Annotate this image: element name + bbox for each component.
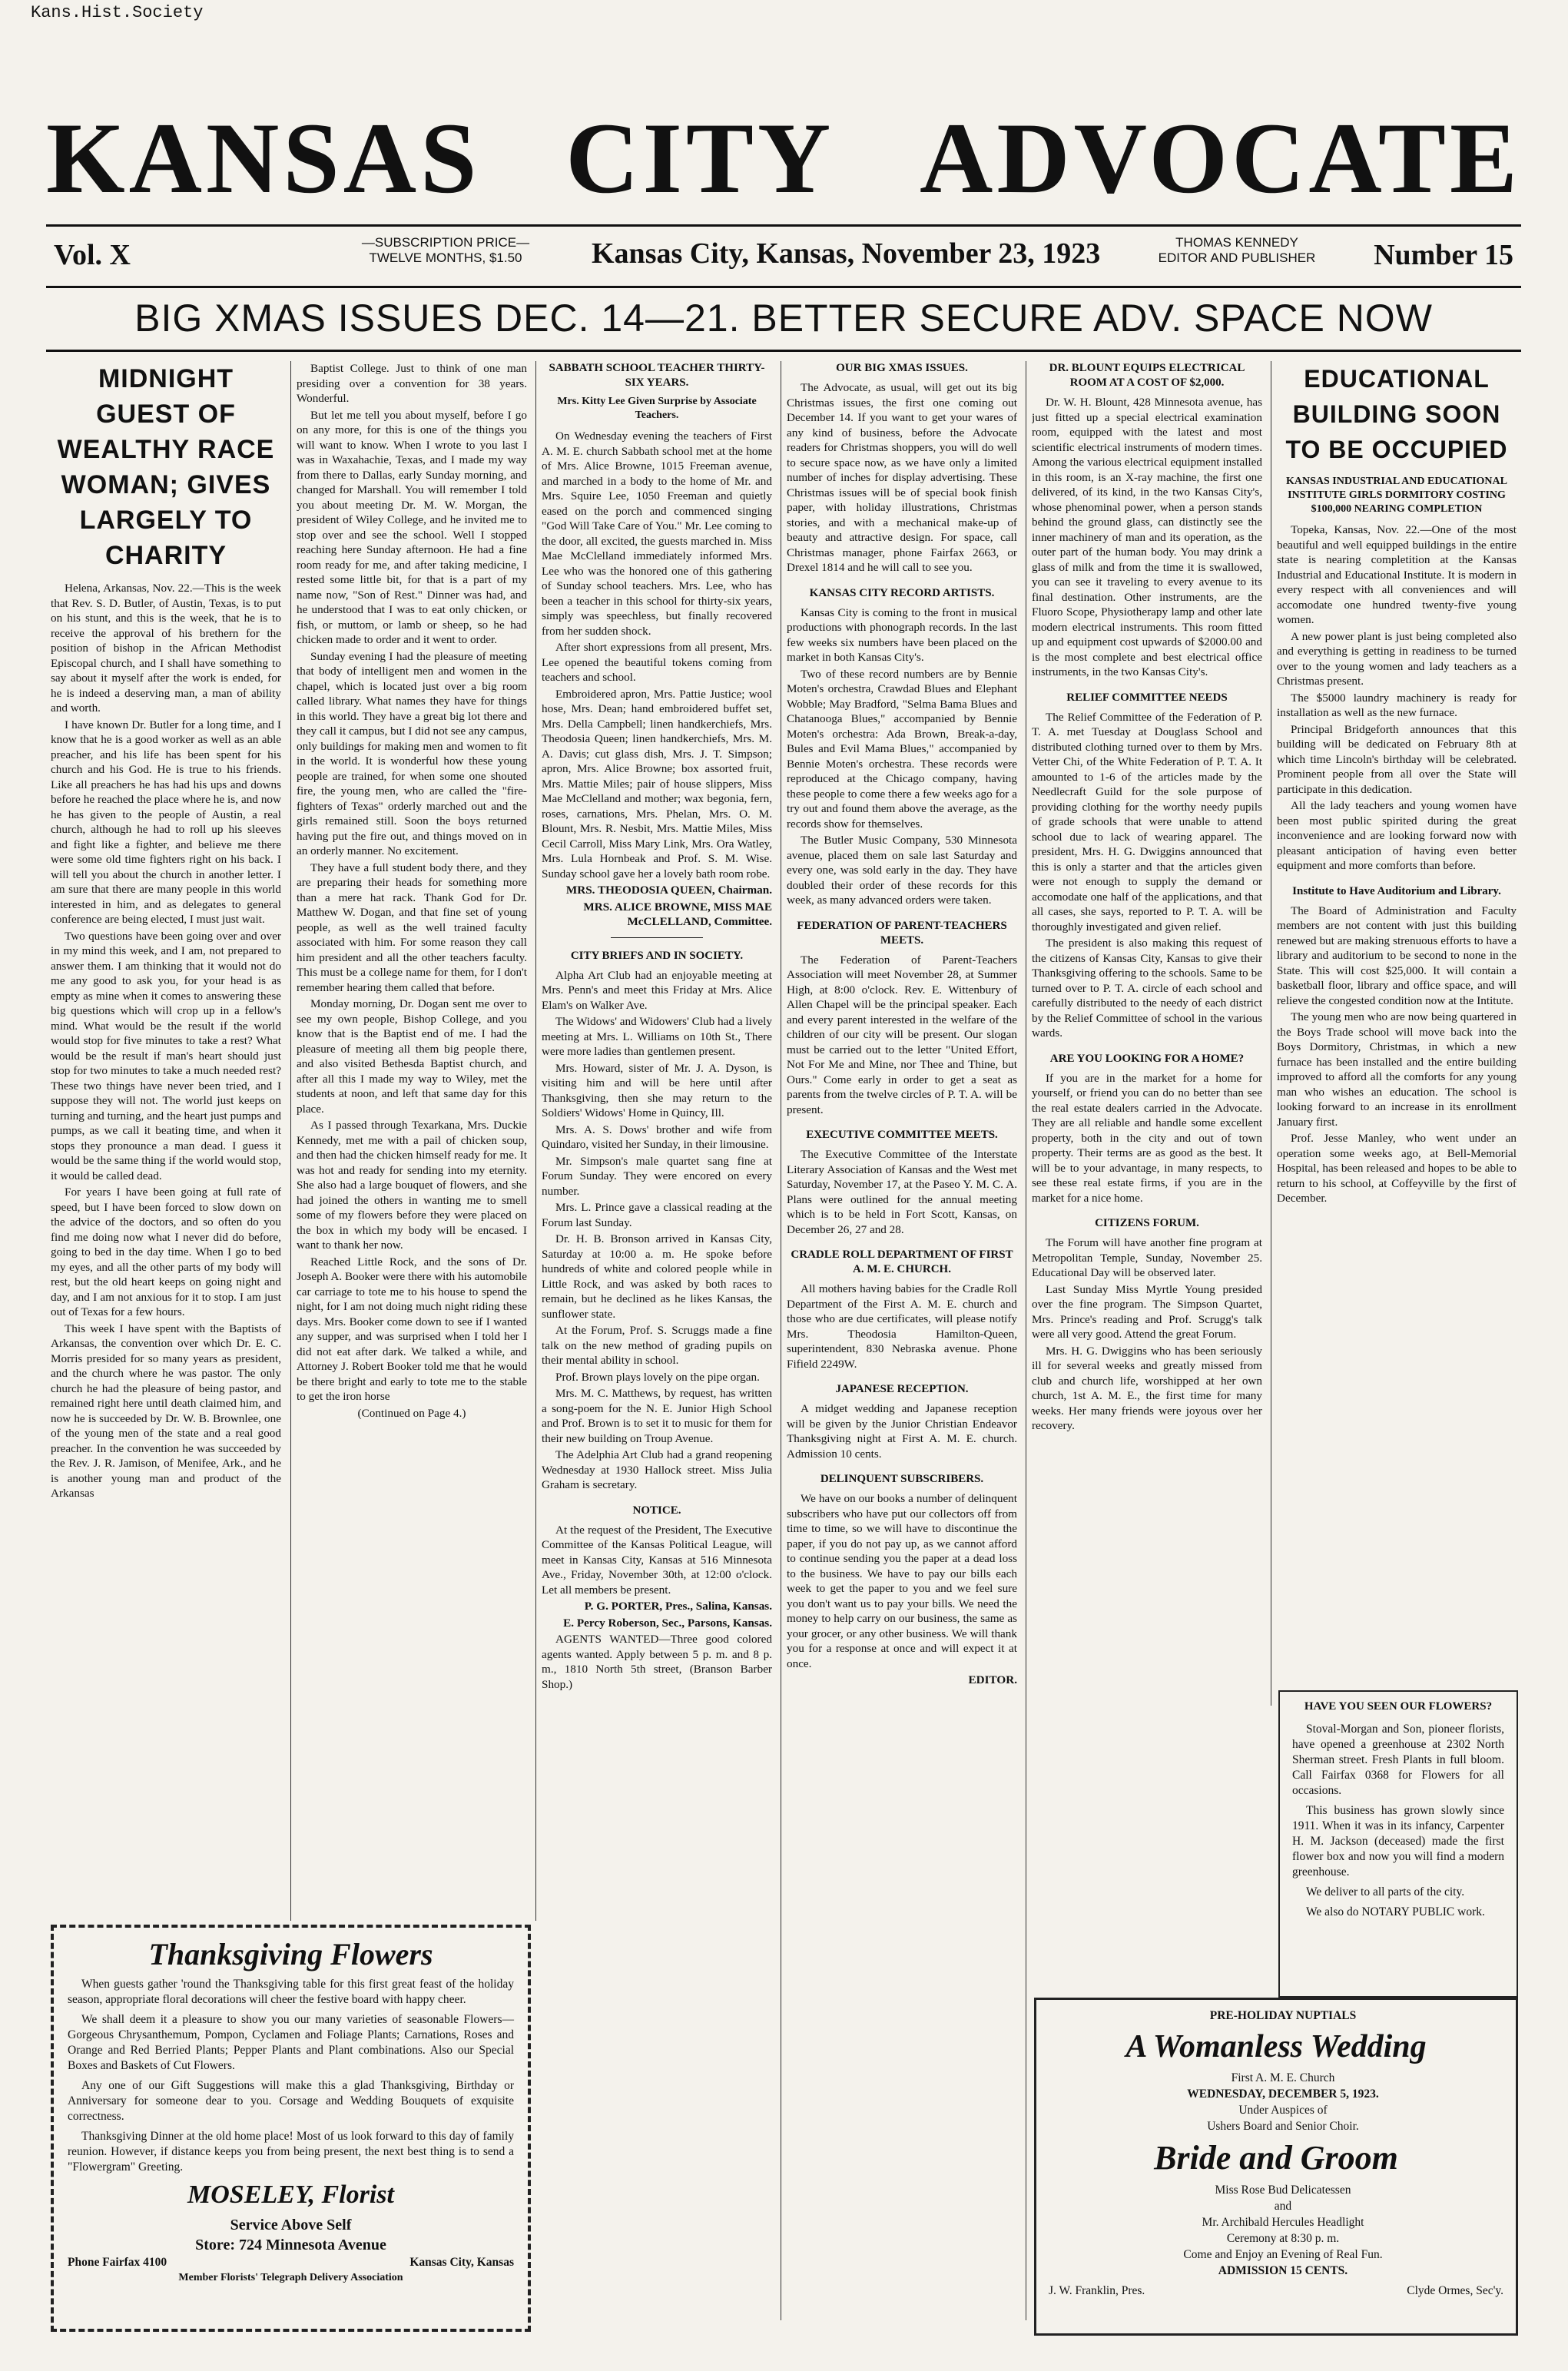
florist-name: MOSELEY, Florist [187, 2180, 394, 2209]
editor [1122, 235, 1352, 266]
paragraph: Mrs. H. G. Dwiggins who has been seriously ill for several weeks and greatly missed from club and church life, worshipped at her own church, 1st A. M. E., the first time for many weeks. Her many friends were joyous over her recovery. [1032, 1344, 1262, 1432]
paragraph: The Executive Committee of the Interstate Literary Association of Kansas and the West met Saturday, November 17, at the Paseo Y. M. C. A. Plans were outlined for the annual meeting which is to be held in Fort Scott, Kansas, on December 26, 27 and 28. [787, 1148, 1017, 1236]
column-6 [1277, 361, 1517, 1690]
paragraph: The Advocate, as usual, will get out its big Christmas issues, the first one coming out December 14. If you want to get your wares of any kind of business, before the Advocate readers for Christmas shoppers, you will do well to secure space now, as we have only a limited number of inches for display advertising. These Christmas issues will be of special book finish paper, with holiday illustrations, Christmas stories, and with a mechanical make-up of beauty and attractive design. For space, call Christmas manager, phone Fairfax 2663, or Drexel 1814 and he will call to see you. [787, 381, 1017, 574]
paragraph: Mrs. A. S. Dows' brother and wife from Quindaro, visited her Sunday, in their limousine. [542, 1122, 772, 1151]
paragraph: Two of these record numbers are by Bennie Moten's orchestra, Crawdad Blues and Elephant Wobble; May Bradford, "Selma Bama Blues and Chatanooga Blues," accompanied by Bennie Moten's orchestra: Ada Brown, Break-a-day, Bules and Evil Mama Blues," accompanied by Bennie Moten's orchestra. These records were reproduced at the Chicago company, having these people to come there a few weeks ago for a try out and found them above the average, as the records show for themselves. [787, 667, 1017, 831]
subheading: KANSAS INDUSTRIAL AND EDUCATIONAL INSTITUTE GIRLS DORMITORY COSTING $100,000 NEARING COMPLETION [1286, 476, 1507, 515]
section-heading: ARE YOU LOOKING FOR A HOME? [1049, 1052, 1245, 1065]
paragraph: They have a full student body there, and they are preparing their heads for something more than a mere hat rack. Thank God for Dr. Matthew W. Dogan, and that fine set of young people, as well as the well trained faculty associated with him. For some reason they call him president and all the other teachers faculty. This must be a college name for them, for I don't remember hearing them called that before. [297, 861, 527, 994]
ad-title: A Womanless Wedding [1125, 2029, 1427, 2064]
issue-number: Number 15 [1374, 239, 1513, 271]
paragraph: A new power plant is just being completed also and everything is getting in readiness to be turned over to the young women and lady teachers as a Christmas present. [1277, 629, 1517, 688]
paragraph: Prof. Brown plays lovely on the pipe organ. [555, 1370, 760, 1384]
florist-store: Store: 724 Minnesota Avenue [195, 2237, 386, 2253]
paragraph: At the Forum, Prof. S. Scruggs made a fine talk on the new method of grading pupils on their mental ability in school. [542, 1324, 772, 1367]
ad-line: Under Auspices of [1238, 2104, 1328, 2117]
ad-line: Ceremony at 8:30 p. m. [1226, 2232, 1340, 2245]
paragraph: The Relief Committee of the Federation of P. T. A. met Tuesday at Douglass School and distributed clothing turned over to them by Mrs. Vetter Chi, of the White Federation of P. T. A. It amounted to 1-6 of the articles made by the Needlecraft Guild for the sole purpose of providing clothing for the worthy needy pupils of grade schools that were unable to attend school due to lack of wearing apparel. The president, Mrs. H. G. Dwiggins announced that this is only a starter and that the articles given were not enough to supply the demand or accomodate one half of the applications, and that all cases, she says, reported to P. T. A. will be thoroughly investigated and given relief. [1032, 710, 1262, 933]
subscription-price [338, 235, 553, 266]
divider [46, 350, 1521, 352]
paragraph: Any one of our Gift Suggestions will make this a glad Thanksgiving, Birthday or Anniversary for someone dear to you. Corsage and Wedding Bouquets of exquisite correctness. [68, 2079, 514, 2123]
divider [611, 937, 703, 938]
paragraph: The Board of Administration and Faculty members are not content with just this building renewed but are making strenuous efforts to have a library and auditorium to be second to none in the State. This will cost $25,000. It will contain a basketball floor, library and office space, and will relieve the congested condition now at the Intitute. [1277, 904, 1517, 1007]
paragraph: The Butler Music Company, 530 Minnesota avenue, placed them on sale last Saturday and every one, was sold early in the day. They have doubled their order of these records for this week, as many advanced orders were taken. [787, 834, 1017, 907]
paragraph: Two questions have been going over and over in my mind this week, and I am, not prepared to answer them. I am thinking that it would not do me any good to ask you, for your head is as empty as mine when it comes to answering these big questions which will crop up in a fellow's mind. What would be the result if the world would stop for five minutes to take a rest? What would be the result if man's heart should just stop for two minutes to take a much needed rest? These two things have never been tried, and I suppose they will not. The world just keeps on turning and turning, and the heart just pumps and pumps, as we call it beating time, and when it stops they pronounce a man dead. I guess it would be the same thing if the world would stop, it would be called dead. [51, 929, 281, 1182]
paragraph: Mrs. L. Prince gave a classical reading at the Forum last Sunday. [542, 1201, 772, 1229]
paragraph: Mrs. Howard, sister of Mr. J. A. Dyson, is visiting him and will be here until after Thanksgiving, then she may return to the Soldiers' Widows' Home in Quincy, Ill. [542, 1061, 772, 1119]
paragraph: As I passed through Texarkana, Mrs. Duckie Kennedy, met me with a pail of chicken soup, and then had the chicken himself ready for me. It was hot and ready for sending into my eternity. She also had a large bouquet of flowers, and she had joined the others in wanting me to smell some of my flowers before they were placed on the box in which my body will be encased. I want to thank her now. [297, 1119, 527, 1252]
paragraph: Kansas City is coming to the front in musical productions with phonograph records. In the last few weeks six numbers have been placed on the market in both Kansas City's. [787, 605, 1017, 664]
info-line [54, 230, 1513, 277]
paragraph: If you are in the market for a home for yourself, or friend you can do no better than see the real estate dealers carried in the Advocate. They are all reliable and handle some excellent property, both in the city and out of town property. Their terms are as good as the best. It will be to your advantage, in many respects, to see these real estate firms, if you are in the market for a nice home. [1032, 1071, 1262, 1205]
paragraph: Embroidered apron, Mrs. Pattie Justice; wool hose, Mrs. Dean; hand embroidered buffet set, Mrs. Della Campbell; linen handkerchiefs, Mrs. Theodosia Queen; linen handkerchiefs, Mrs. M. A. Davis; cut glass dish, Mrs. J. T. Simpson; apron, Mrs. Alice Browne; box assorted fruit, Mrs. Mattie Miles; pair of house slippers, Miss Mae McClelland and mother; wax begonia, fern, roses, carnations, Mrs. Phelan, Mrs. O. M. Blount, Mrs. R. Nesbit, Mrs. Mattie Miles, Miss Cecil Carroll, Miss Mary Link, Mrs. Ora Watley, Mrs. Lula Hornbeak and Prof. S. M. Wise. Sunday school gave her a lovely bath room robe. [542, 687, 772, 880]
column-1 [51, 361, 281, 1913]
section-heading: OUR BIG XMAS ISSUES. [836, 362, 968, 374]
paragraph: We deliver to all parts of the city. [1306, 1885, 1465, 1898]
paragraph: This business has grown slowly since 1911. When it was in its infancy, Carpenter H. M. Jackson (deceased) made the first flower box and now you will find a modern greenhouse. [1292, 1804, 1504, 1879]
section-heading: JAPANESE RECEPTION. [835, 1383, 969, 1395]
womanless-wedding-ad [1034, 1998, 1518, 2336]
paragraph: Helena, Arkansas, Nov. 22.—This is the week that Rev. S. D. Butler, of Austin, Texas, is to put on his stunt, and this is the week, that he is to receive the approval of his brethern for the position of bishop in the African Methodist Episcopal church, and I shall have something to say about it myself after the work is ended, for he is indeed a deserving man, a man of ability and worth. [51, 582, 281, 715]
paragraph: The Widows' and Widowers' Club had a lively meeting at Mrs. L. Williams on 10th St., There were more ladies than gentlemen present. [542, 1015, 772, 1058]
headline: MIDNIGHT GUEST OF WEALTHY RACE WOMAN; GIVES LARGELY TO CHARITY [57, 364, 275, 570]
masthead [46, 100, 1521, 215]
paragraph: The president is also making this request of the citizens of Kansas City, Kansas to give their Thanksgiving offering to the schools. Same to be turned over to P. T. A. circle of each school and carefully distributed to the needy of each district by the Relief Committee of school in the various wards. [1032, 937, 1262, 1040]
ad-line: Miss Rose Bud Delicatessen [1215, 2184, 1351, 2197]
paragraph: But let me tell you about myself, before I go on any more, for this is one of the things you will want to know. When I wrote to you last I was in Waxahachie, Texas, and I made my way from there to Dallas, early Sunday morning, and changed for Marshall. You will remember I told you about meeting Dr. M. W. Morgan, the president of Wiley College, and he invited me to stop over and see the school. Well I stopped reaching here Sunday afternoon. He had a fine room ready for me, and after taking medicine, I rested some little bit, for that is a part of my name now, "Son of Rest." Dinner was had, and he understood that I was to eat only chicken, or fish, or muttom, or lamb or sheep, so he had chicken made to order and it went to order. [297, 408, 527, 646]
paragraph: I have known Dr. Butler for a long time, and I know that he is a good worker as well as an able preacher, and his life has been spent for his church and his God. He is true to his friends. Like all preachers he has had his ups and downs before he reached the place where he is, and now he has given to the people of Austin, a real church, although he had to roll up his sleeves and fight like a fighter, and believe me there were some old time fighters right on his back. I will tell you about the church in another letter. I am sure that there are many people in this world interested in him, and as delegates to general conference are being elected, I must just wait. [51, 718, 281, 926]
section-heading: CITY BRIEFS AND IN SOCIETY. [570, 949, 744, 962]
signature: E. Percy Roberson, Sec., Parsons, Kansas. [563, 1616, 772, 1630]
ad-line: Ushers Board and Senior Choir. [1207, 2120, 1359, 2133]
paragraph: All the lady teachers and young women have been most public spirited during the great inconvenience and are looking forward now with pleasant anticipation of having even better equipment and more comforts than before. [1277, 799, 1517, 872]
column-rule [290, 361, 291, 1921]
paragraph: At the request of the President, The Executive Committee of the Kansas Political League, will meet in Kansas City, Kansas at 516 Minnesota Ave., Friday, November 30th, at 12:00 o'clock. Let all members be present. [542, 1523, 772, 1597]
editor-title: EDITOR AND PUBLISHER [1158, 250, 1316, 265]
florist-motto: Service Above Self [230, 2217, 352, 2233]
banner: BIG XMAS ISSUES DEC. 14—21. BETTER SECURE ADV. SPACE NOW [134, 297, 1433, 340]
paragraph: Thanksgiving Dinner at the old home place! Most of us look forward to this day of family reunion. However, if distance keeps you from being present, the next best thing is to send a "Flowergram" Greeting. [68, 2130, 514, 2174]
florist-contact [68, 2255, 514, 2270]
ad-kicker: PRE-HOLIDAY NUPTIALS [1209, 2009, 1357, 2022]
ad-line: and [1274, 2200, 1292, 2213]
paragraph: The Federation of Parent-Teachers Association will meet November 28, at Summer High, at 8:00 o'clock. Rev. E. Wittenbury of Allen Chapel will be the principal speaker. Each and every parent interested in the welfare of the children of our city will be present. Our slogan must be carried out to the letter "United Effort, Not For Me and Mine, nor Thee and Thine, but Ours." Come early in order to get a seat as parents from the twelve circles of P. T. A. will be present. [787, 953, 1017, 1116]
section-heading: CRADLE ROLL DEPARTMENT OF FIRST A. M. E. CHURCH. [791, 1249, 1013, 1275]
paragraph: We also do NOTARY PUBLIC work. [1306, 1905, 1485, 1918]
ad-footer [1049, 2283, 1503, 2299]
ad-line: Mr. Archibald Hercules Headlight [1202, 2216, 1364, 2229]
ad-line: First A. M. E. Church [1231, 2071, 1335, 2084]
paragraph: We shall deem it a pleasure to show you our many varieties of seasonable Flowers—Gorgeous Chrysanthemum, Pompon, Cyclamen and Foliage Plants; Carnations, Roses and Orange and Red Berried Plants; Pepper Plants and Plant combinations. Also our Special Boxes and Baskets of Cut Flowers. [68, 2013, 514, 2072]
paragraph: Dr. H. B. Bronson arrived in Kansas City, Saturday at 10:00 a. m. He spoke before hundreds of white and colored people while in Little Rock, and was asked by both races to remain, but he declined as he likes Kansas, the sunflower state. [542, 1232, 772, 1321]
divider [46, 286, 1521, 288]
paragraph: The Adelphia Art Club had a grand reopening Wednesday at 1930 Hallock street. Miss Julia Graham is secretary. [542, 1448, 772, 1491]
paragraph: Sunday evening I had the pleasure of meeting that body of intelligent men and women in the chapel, which is located just over a big room called library. What names they have for things in this world. They have a great big lot there and they call it campus, but I did not see any campus, only buildings for making men and women to fit in the world. It is wonderful how these young people are trained, for when some one shouted fire, the young men, who are called the "fire-fighters of Texas" orderly marched out and the girls remained still. Soon the boys returned having put the fire out, and things moved on in an orderly manner. No excitement. [297, 649, 527, 857]
paragraph: After short expressions from all present, Mrs. Lee opened the beautiful tokens coming from teachers and school. [542, 641, 772, 684]
price-line: TWELVE MONTHS, $1.50 [369, 250, 522, 265]
column-rule [535, 361, 536, 1921]
paragraph: All mothers having babies for the Cradle Roll Department of the First A. M. E. church and those who are due certificates, will please notify Mrs. Theodosia Hamilton-Queen, superintendent, 830 Nebraska avenue. Phone Fifield 2249W. [787, 1282, 1017, 1371]
ad-title: Thanksgiving Flowers [148, 1937, 433, 1971]
paragraph: Mr. Simpson's male quartet sang fine at Forum Sunday. They were encored on every number. [542, 1154, 772, 1198]
headline: EDUCATIONAL BUILDING SOON TO BE OCCUPIED [1285, 365, 1508, 463]
paragraph: Stoval-Morgan and Son, pioneer florists, have opened a greenhouse at 2302 North Sherman street. Fresh Plants in full bloom. Call Fairfax 0368 for Flowers for all occasions. [1292, 1723, 1504, 1797]
box-title: HAVE YOU SEEN OUR FLOWERS? [1304, 1700, 1493, 1713]
florist-phone: Phone Fairfax 4100 [68, 2256, 167, 2269]
dateline: Kansas City, Kansas, November 23, 1923 [592, 237, 1101, 270]
paragraph: Prof. Jesse Manley, who went under an operation some weeks ago, at Bell-Memorial Hospital, has been released and hopes to be able to return to his school, at Coffeyville by the first of December. [1277, 1132, 1517, 1205]
masthead-word: KANSAS [46, 101, 481, 214]
paragraph: Mrs. M. C. Matthews, by request, has written a song-poem for the N. E. Junior High School and Prof. Brown is to set it to music for them for their new building on Troup Avenue. [542, 1387, 772, 1445]
paragraph: For years I have been going at full rate of speed, but I have been forced to slow down on the advice of the doctors, and so often do you find me doing now what I never did do before, going to bed in the day time. When I go to bed my eyes, and all the other parts of my body will rest, but the old heart keeps on going night and day, and I am not anxious for it to stop. I am just out of Texas for a few hours. [51, 1186, 281, 1318]
thanksgiving-flowers-ad [51, 1925, 531, 2332]
section-heading: EXECUTIVE COMMITTEE MEETS. [806, 1129, 998, 1141]
paragraph: Alpha Art Club had an enjoyable meeting at Mrs. Penn's and meet this Friday at Mrs. Alice Elam's on Walker Ave. [542, 968, 772, 1012]
section-heading: NOTICE. [632, 1504, 681, 1517]
archive-stamp: Kans.Hist.Society [31, 3, 204, 22]
paragraph: A midget wedding and Japanese reception will be given by the Junior Christian Endeavor Thanksgiving night at First A. M. E. church. Admission 10 cents. [787, 1402, 1017, 1461]
paragraph: The Forum will have another fine program at Metropolitan Temple, Sunday, November 25. Educational Day will be observed later. [1032, 1236, 1262, 1279]
paragraph: We have on our books a number of delinquent subscribers who have put our collectors off from time to time, so we will have to discontinue the paper, if you do not pay up, as we cannot afford to continue sending you the paper at a dead loss to the business. We have to pay our bills each week to get the paper to you and we feel sure you don't want us to pay your bills. We need the money to help carry on our business, the same as your grocer, or any other business. We will thank you for a response at once and will expect it at once. [787, 1492, 1017, 1670]
paragraph: Reached Little Rock, and the sons of Dr. Joseph A. Booker were there with his automobile car carriage to tote me to his house to spend the night, for I am not doing much night riding these days. Mrs. Booker come down to see if I wanted any supper, and was surprised when I told her I did not eat after dark. We talked a while, and Attorney J. Robert Booker told me that he would be there bright and early to tote me to the stable to get the iron horse [297, 1255, 527, 1403]
section-heading: DR. BLOUNT EQUIPS ELECTRICAL ROOM AT A COST OF $2,000. [1049, 362, 1245, 389]
paragraph: Topeka, Kansas, Nov. 22.—One of the most beautiful and well equipped buildings in the entire state is nearing completition at the Kansas Industrial and Educational Institute. It is modern in every respect with all conveniences and will accomodate one hundred twenty-five young women. [1277, 523, 1517, 626]
florist-member: Member Florists' Telegraph Delivery Association [178, 2272, 403, 2283]
florist-city: Kansas City, Kansas [409, 2256, 514, 2269]
divider [46, 224, 1521, 227]
signature: MRS. ALICE BROWNE, MISS MAE McCLELLAND, Committee. [583, 900, 772, 928]
president: J. W. Franklin, Pres. [1049, 2284, 1145, 2297]
signature: MRS. THEODOSIA QUEEN, Chairman. [565, 884, 772, 897]
column-3 [542, 361, 772, 2320]
editor-name: THOMAS KENNEDY [1175, 235, 1298, 250]
flowers-notice-box [1278, 1690, 1518, 1998]
section-heading: FEDERATION OF PARENT-TEACHERS MEETS. [797, 919, 1007, 947]
paragraph: This week I have spent with the Baptists of Arkansas, the convention over which Dr. E. C. Morris presided for so many years as president, and the church where he was pastor. The only church he had the pleasure of being pastor, and remained right here until death claimed him, and now he is succeeded by Dr. W. B. Brownlee, one of the young men of the state and a real good preacher. In the convention he was succeeded by the Rev. J. R. Jamison, of Menifee, Ark., and he is another young man and product of the Arkansas [51, 1321, 281, 1500]
paragraph: Last Sunday Miss Myrtle Young presided over the fine program. The Simpson Quartet, Mrs. Prince's reading and Prof. Scrugg's talk were all very good. Attend the great Forum. [1032, 1282, 1262, 1341]
paragraph: Baptist College. Just to think of one man presiding over a convention for 38 years. Wonderful. [297, 362, 527, 405]
paragraph: The young men who are now being quartered in the Boys Trade school will move back into the Boys Dormitory, Christmas, in which a new furnace has been installed and the entire building improved to afford all the comforts for any young man who wishes an education. The school is looking forward to an increase in its enrollment January first. [1277, 1010, 1517, 1129]
section-heading: CITIZENS FORUM. [1095, 1217, 1199, 1229]
section-heading: DELINQUENT SUBSCRIBERS. [820, 1473, 984, 1485]
paragraph: When guests gather 'round the Thanksgiving table for this first great feast of the holiday season, appropriate floral decorations will cheer the festive board with happy cheer. [68, 1978, 514, 2006]
ad-title: Bride and Groom [1154, 2139, 1398, 2177]
ad-line: WEDNESDAY, DECEMBER 5, 1923. [1187, 2087, 1379, 2101]
column-5 [1032, 361, 1262, 1729]
signature: P. G. PORTER, Pres., Salina, Kansas. [584, 1600, 772, 1613]
paragraph: Principal Bridgeforth announces that this building will be dedicated on February 8th at which time Lincoln's birthday will be celebrated. Prominent people from all over the State will participate in this dedication. [1277, 722, 1517, 796]
column-4 [787, 361, 1017, 2320]
secretary: Clyde Ormes, Sec'y. [1407, 2284, 1503, 2297]
price-line: —SUBSCRIPTION PRICE— [361, 235, 530, 250]
section-heading: SABBATH SCHOOL TEACHER THIRTY-SIX YEARS. [549, 362, 765, 389]
paragraph: Dr. W. H. Blount, 428 Minnesota avenue, has just fitted up a special electrical examination room, equipped with the latest and most scientific electrical instruments of modern times. Among the various electrical equipment installed in this room, is an X-ray machine, the first one delivered, of its kind, in the two Kansas City's, whose phenominal power, when a person stands behind the ground glass, can distinctly see the inner machinery of man and its operation, as the outer part of the human body. You may drink a glass of milk and from the time it is swallowed, you can see it traveling to every avenue to its final destination. Other instruments, are the Fluoro Scope, Physiotherapy lamp and other late modern electrical instruments. This room fitted up and equipment cost upwards of $2000.00 and is the most complete and best electrical office instruments, in the two Kansas City's. [1032, 396, 1262, 678]
masthead-word: ADVOCATE [920, 101, 1521, 214]
paragraph: On Wednesday evening the teachers of First A. M. E. church Sabbath school met at the home of Mrs. Alice Browne, 1015 Freeman avenue, and marched in a body to the home of Mr. and Mrs. Squire Lee, 1050 Freeman and quietly eased on the porch and commenced singing "God Will Take Care of You." Mr. Lee coming to the door, all excited, the guests marched in. Miss Mae McClelland immediately informed Mrs. Lee who was the honored one of this gathering of Sunday school teachers. Mrs. Lee, who has been a teacher in this school for thirty-six years, simply was speechless, but finally recovered from her sudden shock. [542, 429, 772, 638]
ad-line: Come and Enjoy an Evening of Real Fun. [1183, 2248, 1383, 2261]
ad-line: ADMISSION 15 CENTS. [1218, 2264, 1348, 2277]
section-heading: RELIEF COMMITTEE NEEDS [1066, 691, 1228, 704]
paragraph: Monday morning, Dr. Dogan sent me over to see my own people, Bishop College, and you know that is the Baptist end of me. I had the pleasure of meeting all them big people there, and also visited Bethesda Baptist church, and after all this I made my way to Wiley, met the students at noon, and left that same day for this place. [297, 997, 527, 1116]
subheading: Mrs. Kitty Lee Given Surprise by Associate Teachers. [557, 396, 757, 421]
volume: Vol. X [54, 239, 131, 271]
classified-ad: AGENTS WANTED—Three good colored agents wanted. Apply between 5 p. m. and 8 p. m., 1810 North 5th street, (Branson Barber Shop.) [542, 1633, 772, 1691]
section-heading: KANSAS CITY RECORD ARTISTS. [809, 586, 995, 599]
continued-note: (Continued on Page 4.) [357, 1406, 466, 1420]
paragraph: The $5000 laundry machinery is ready for installation as well as the new furnace. [1277, 691, 1517, 719]
masthead-word: CITY [565, 101, 835, 214]
signature: EDITOR. [968, 1673, 1017, 1686]
column-2 [297, 361, 527, 1913]
section-heading: Institute to Have Auditorium and Library. [1292, 884, 1501, 897]
